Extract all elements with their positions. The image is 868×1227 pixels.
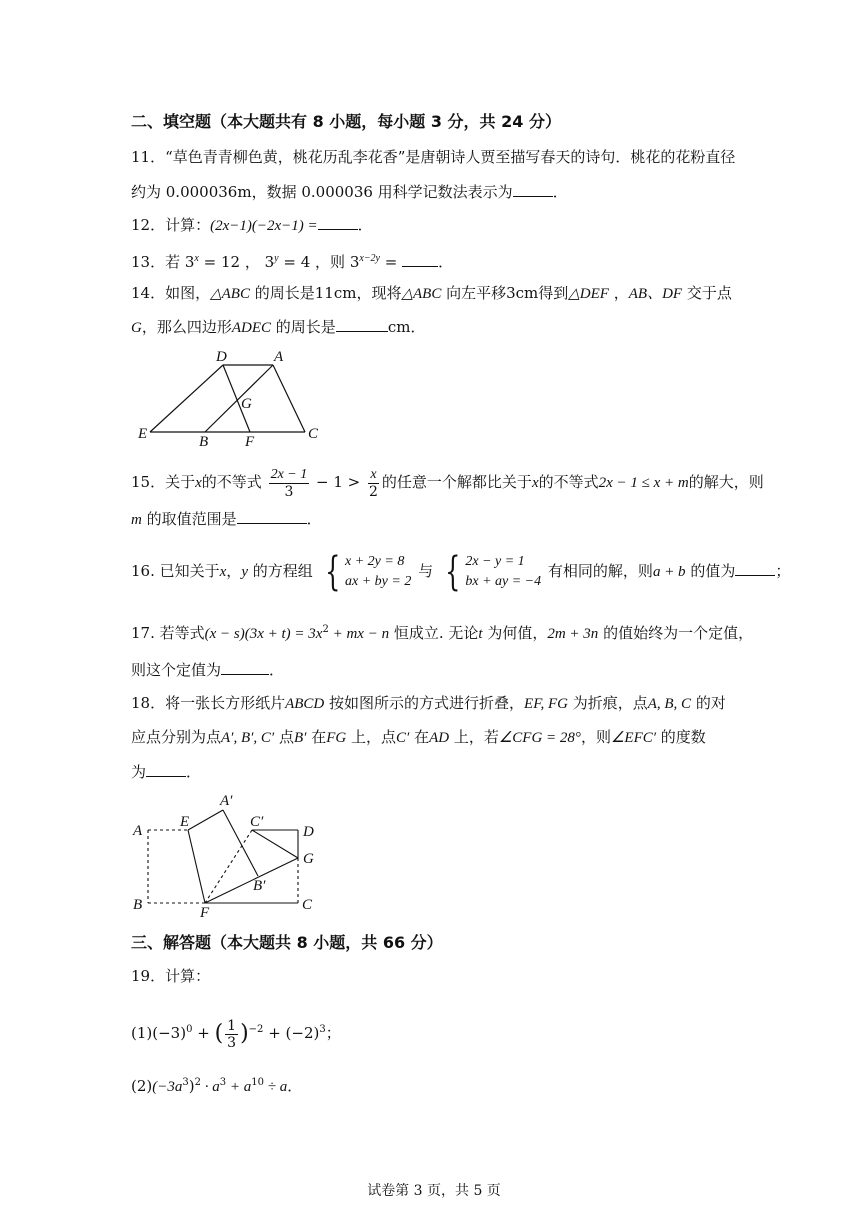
q18-math: A, B, C: [647, 696, 692, 712]
paren-icon: ): [240, 1021, 249, 1046]
q16-text: 的方程组: [247, 562, 313, 580]
answer-blank: [221, 660, 269, 675]
question-17-line1: [131, 620, 753, 644]
q16-text: 与: [418, 562, 434, 580]
q16-text: ；: [775, 562, 791, 580]
equation-row: bx + ay = −4: [465, 574, 542, 589]
equation-text: = 4 ，则: [278, 253, 346, 271]
paren-icon: (: [214, 1021, 224, 1046]
q19-text: ．: [287, 1077, 303, 1095]
q14-text: ，: [608, 284, 629, 302]
question-14-line1: [131, 283, 732, 304]
label-F: F: [200, 905, 210, 920]
q17-text: 17. 若等式: [131, 624, 205, 642]
q15-text: 的解大，则: [688, 473, 764, 491]
part-label: (2): [131, 1077, 153, 1095]
q14-text: 交于点: [682, 284, 732, 302]
q19-exponent: −2: [248, 1024, 264, 1035]
question-19-title: 19．计算：: [131, 967, 211, 985]
question-13-label: 13．若: [131, 253, 181, 271]
q19-math: + (−2): [263, 1024, 320, 1042]
question-18-line1: [131, 693, 726, 714]
label-F: F: [245, 434, 255, 450]
equation-text: =: [380, 253, 403, 271]
q15-text: 的取值范围是: [141, 510, 237, 528]
label-G: G: [303, 851, 314, 867]
q17-math: + mx − n: [328, 626, 390, 642]
q15-math: x: [195, 475, 202, 491]
q15-text: 15．关于: [131, 473, 196, 491]
section-heading: 三、解答题（本大题共 8 小题，共 66 分）: [131, 933, 443, 952]
q14-unit: cm: [387, 318, 411, 336]
equation-system-2: [440, 549, 542, 595]
fraction-denominator: 2: [369, 483, 378, 500]
brace-icon: {: [444, 549, 461, 595]
label-C: C: [308, 426, 319, 442]
answer-blank: [336, 317, 388, 332]
power-base: 3: [349, 253, 360, 271]
question-15-line2: m 的取值范围是 ．: [131, 510, 322, 528]
q18-math: FG: [326, 730, 347, 746]
label-C: C: [302, 897, 313, 913]
q16-math: x: [219, 564, 227, 580]
q16-text: 16. 已知关于: [131, 562, 220, 580]
q17-math: t: [478, 626, 483, 642]
q18-text: 点: [274, 728, 294, 746]
q19-exponent: 3: [182, 1077, 189, 1088]
q18-math: A′, B′, C′: [221, 730, 275, 746]
equation-row: 2x − y = 1: [465, 554, 525, 569]
segment-ED: [150, 365, 223, 432]
q18-text: 的对: [691, 694, 726, 712]
label-Bprime: B′: [253, 878, 266, 894]
question-18-line3: 为 ．: [131, 763, 202, 781]
q19-exponent: 2: [194, 1077, 201, 1088]
question-12: 12．计算：(2x−1)(−2x−1) = ．: [131, 216, 373, 234]
q19-math: +: [192, 1024, 215, 1042]
question-12-expr: (2x−1)(−2x−1) =: [210, 218, 318, 234]
q19-exponent: 3: [219, 1077, 227, 1088]
power-exponent: x−2y: [359, 253, 380, 264]
question-19-part1: [131, 1008, 341, 1056]
brace-icon: {: [324, 549, 340, 595]
q14-math: △ABC: [401, 286, 442, 302]
q18-text: 为: [131, 763, 147, 781]
label-D: D: [303, 824, 314, 840]
fraction-numerator: 1: [227, 1017, 237, 1034]
q19-math: ): [188, 1077, 195, 1095]
question-13: 13．若 $3^x = 12$ ， $3^y = 4$ ，则 $3^{x-2y}$ = ．: [131, 253, 454, 271]
q18-math: AD: [429, 730, 450, 746]
q18-math: ABCD: [285, 696, 325, 712]
q19-math: (−3): [152, 1024, 187, 1042]
q16-math: y: [241, 564, 248, 580]
q19-text: ；: [325, 1024, 341, 1042]
q19-exponent: 3: [319, 1024, 326, 1035]
power-base: 3: [184, 253, 195, 271]
q19-math: + a: [226, 1079, 252, 1095]
label-G: G: [241, 396, 252, 412]
question-11-text: 约为 0.000036m，数据 0.000036 用科学记数法表示为: [131, 183, 513, 201]
q16-text: 的值为: [685, 562, 736, 580]
fraction: [269, 467, 310, 500]
answer-blank: [237, 509, 307, 524]
fold-EF: [188, 830, 205, 903]
q14-math: ADEC: [231, 320, 272, 336]
trapezoid-figure: [130, 345, 330, 450]
q16-math: a + b: [652, 564, 686, 580]
power-exponent: y: [274, 253, 279, 264]
segment-AC: [273, 365, 305, 432]
fraction-denominator: 3: [284, 483, 294, 500]
fraction: [225, 1018, 238, 1051]
q15-math: 2x − 1 ≤ x + m: [598, 475, 689, 491]
part-label: (1): [131, 1024, 153, 1042]
q18-text: 18．将一张长方形纸片: [131, 694, 286, 712]
question-17-line2: 则这个定值为 ．: [131, 661, 285, 679]
q17-text: 恒成立. 无论: [389, 624, 479, 642]
fraction: [367, 467, 380, 500]
answer-blank: [318, 215, 358, 230]
q18-math: ∠CFG = 28°: [498, 730, 581, 746]
equation-row: x + 2y = 8: [345, 554, 405, 569]
q18-math: B′: [293, 730, 307, 746]
equation-text: = 12 ，: [198, 253, 260, 271]
fraction-numerator: x: [370, 466, 377, 482]
q18-math: C′: [396, 730, 410, 746]
q16-text: 有相同的解，则: [547, 562, 653, 580]
label-A: A: [274, 349, 284, 365]
q18-text: 为折痕，点: [567, 694, 648, 712]
label-Cprime: C′: [250, 814, 264, 830]
question-11-line2: 约为 0.000036m，数据 0.000036 用科学记数法表示为 ．: [131, 183, 568, 201]
q17-math: 2m + 3n: [547, 626, 599, 642]
q18-text: 应点分别为点: [131, 728, 222, 746]
label-Aprime: A′: [220, 793, 233, 809]
q14-text: ，那么四边形: [141, 318, 232, 336]
q17-math: (x − s)(3x + t): [204, 626, 291, 642]
segment-AB: [205, 365, 273, 432]
q15-text: 的不等式: [538, 473, 599, 491]
page-footer: 试卷第 3 页，共 5 页: [367, 1183, 501, 1199]
question-18-line2: [131, 727, 706, 748]
segment-CpG: [252, 830, 298, 858]
question-19-part2: [131, 1073, 302, 1097]
q18-text: 上，点: [346, 728, 396, 746]
label-E: E: [180, 814, 190, 830]
fraction-denominator: 3: [227, 1034, 237, 1051]
answer-blank: [735, 561, 775, 576]
segment-EAp: [188, 810, 223, 830]
q18-text: 上，若: [449, 728, 499, 746]
q18-text: ，则: [580, 728, 611, 746]
q15-math: − 1 >: [311, 473, 361, 491]
answer-blank: [402, 252, 438, 267]
label-B: B: [199, 434, 209, 450]
question-11-line1: 11．“草色青青柳色黄，桃花历乱李花香”是唐朝诗人贾至描写春天的诗句．桃花的花粉直径: [131, 148, 736, 166]
q14-math: G: [131, 320, 142, 336]
label-A: A: [133, 823, 143, 839]
q15-math: m: [131, 512, 142, 528]
q14-text: 的周长是: [271, 318, 336, 336]
power-base: 3: [264, 253, 275, 271]
answer-blank: [146, 762, 186, 777]
q14-math: AB、DF: [628, 286, 683, 302]
q19-exponent: 10: [251, 1077, 264, 1088]
question-16: [131, 548, 790, 595]
power-exponent: x: [194, 253, 199, 264]
fraction-numerator: 2x − 1: [270, 466, 308, 482]
q19-math: · a: [200, 1079, 220, 1095]
q18-text: 按如图所示的方式进行折叠，: [324, 694, 525, 712]
label-B: B: [133, 897, 143, 913]
q17-text: 的值始终为一个定值，: [598, 624, 754, 642]
question-15-line1: [131, 462, 764, 503]
section-heading: 二、填空题（本大题共有 8 小题，每小题 3 分，共 24 分）: [131, 112, 561, 131]
label-E: E: [138, 426, 148, 442]
q14-math: △ABC: [210, 286, 250, 302]
q14-text: 向左平移3cm得到: [441, 284, 569, 302]
q15-text: 的不等式: [201, 473, 262, 491]
label-D: D: [216, 349, 227, 365]
q18-text: 在: [306, 728, 327, 746]
q17-math: = 3x: [290, 626, 323, 642]
equation-row: ax + by = 2: [345, 574, 412, 589]
q18-text: 在: [409, 728, 430, 746]
q15-text: 的任意一个解都比关于: [381, 473, 532, 491]
question-14-line2: G，那么四边形ADEC 的周长是 cm．: [131, 318, 426, 336]
q18-text: 的度数: [656, 728, 706, 746]
q18-math: EF, FG: [524, 696, 568, 712]
q17-exponent: 2: [322, 624, 329, 635]
q18-math: ∠EFC′: [610, 730, 657, 746]
answer-blank: [513, 182, 553, 197]
q17-text: 为何值，: [482, 624, 548, 642]
q19-math: ÷ a: [263, 1079, 288, 1095]
q15-math: x: [531, 475, 539, 491]
folded-rectangle-figure: [130, 790, 330, 920]
q14-text: 的周长是11cm，现将: [249, 284, 402, 302]
q19-exponent: 0: [186, 1024, 193, 1035]
question-12-label: 12．计算：: [131, 216, 211, 234]
equation-system-1: [320, 549, 412, 595]
q14-math: △DEF: [568, 286, 609, 302]
q17-text: 则这个定值为: [131, 661, 222, 679]
q19-math: (−3a: [152, 1079, 183, 1095]
q16-text: ，: [226, 562, 242, 580]
q14-text: 14．如图，: [131, 284, 211, 302]
